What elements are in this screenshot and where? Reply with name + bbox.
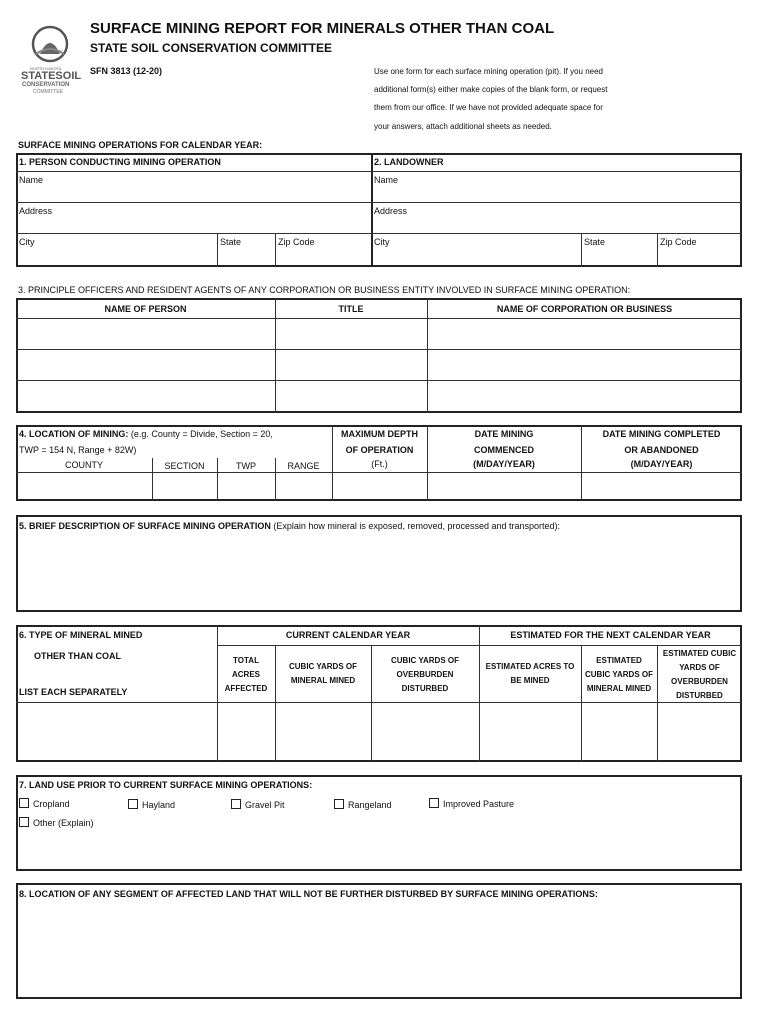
sec2-title: 2. LANDOWNER [374, 157, 444, 167]
sec5-title-line [19, 521, 560, 532]
sec7-other-explain-field[interactable] [18, 832, 740, 869]
sec6-cy-mineral-field[interactable] [277, 704, 369, 760]
sec4-county: COUNTY [65, 460, 103, 470]
logo-line2: CONSERVATION [22, 82, 70, 88]
sec6-h5: ESTIMATED CUBIC YARDS OF MINERAL MINED [584, 656, 653, 693]
calendar-year-label: SURFACE MINING OPERATIONS FOR CALENDAR YEAR: [18, 140, 263, 150]
sec4-title-line [19, 429, 273, 440]
sec4-twp: TWP [236, 461, 256, 471]
sec6-current: CURRENT CALENDAR YEAR [285, 630, 411, 640]
sec1-address-label: Address [19, 206, 53, 216]
sec4-depth-1: MAXIMUM DEPTH [341, 429, 418, 439]
sec6-est-acres-field[interactable] [481, 704, 579, 760]
sec2-state-field[interactable] [583, 248, 655, 265]
sec1-state-field[interactable] [219, 248, 273, 265]
sec6-list: LIST EACH SEPARATELY [19, 687, 128, 697]
sec5-title: 5. BRIEF DESCRIPTION OF SURFACE MINING OPERATION [19, 521, 271, 531]
sec6-title-2: OTHER THAN COAL [34, 651, 121, 661]
sec4-depth-field[interactable] [334, 474, 425, 499]
checkbox-icon[interactable] [19, 817, 29, 827]
sec1-zip-label: Zip Code [278, 237, 315, 247]
sec6-h6: ESTIMATED CUBIC YARDS OF OVERBURDEN DISTURBED [662, 649, 737, 700]
sec4-commenced-2: COMMENCED [474, 445, 534, 455]
sec2-name-label: Name [374, 175, 399, 185]
checkbox-icon[interactable] [429, 798, 439, 808]
sec6-h4: ESTIMATED ACRES TO BE MINED [485, 662, 575, 685]
checkbox-cropland[interactable]: Cropland [19, 798, 70, 810]
sec4-county-field[interactable] [18, 474, 150, 499]
page-title: SURFACE MINING REPORT FOR MINERALS OTHER THAN COAL [90, 20, 555, 37]
sec4-title: 4. LOCATION OF MINING: [19, 429, 129, 439]
logo-small-text: NORTH DAKOTA [30, 66, 62, 71]
checkbox-icon[interactable] [128, 799, 138, 809]
sec8-title: 8. LOCATION OF ANY SEGMENT OF AFFECTED LAND THAT WILL NOT BE FURTHER DISTURBED BY SURFACE MINING OPERATIONS: [19, 889, 598, 899]
checkbox-icon[interactable] [19, 798, 29, 808]
sec4-range: RANGE [287, 461, 320, 471]
sec3-row-2[interactable] [18, 351, 740, 379]
sec6-next: ESTIMATED FOR THE NEXT CALENDAR YEAR [510, 630, 711, 640]
sec6-h3: CUBIC YARDS OF OVERBURDEN DISTURBED [390, 656, 459, 693]
sec4-completed-2: OR ABANDONED [624, 445, 699, 455]
sec1-address-field[interactable] [60, 204, 368, 231]
sec6-acres-field[interactable] [219, 704, 273, 760]
checkbox-other[interactable]: Other (Explain) [19, 817, 94, 829]
sec4-completed-3: (M/DAY/YEAR) [630, 459, 693, 469]
sec2-address-label: Address [374, 206, 408, 216]
sec2-name-field[interactable] [410, 173, 740, 200]
sec4-commenced-1: DATE MINING [474, 429, 534, 439]
sec1-city-field[interactable] [18, 248, 215, 265]
checkbox-gravel-pit[interactable]: Gravel Pit [231, 799, 285, 811]
logo-big-text: STATESOIL [21, 70, 82, 82]
sec1-name-label: Name [19, 175, 44, 185]
sec2-zip-field[interactable] [659, 248, 740, 265]
sec4-section: SECTION [164, 461, 205, 471]
logo-line3: COMMITTEE [33, 89, 63, 95]
sec2-zip-label: Zip Code [660, 237, 697, 247]
sec4-commenced-field[interactable] [429, 474, 579, 499]
sec8-location-field[interactable] [18, 903, 740, 997]
sec4-twp-field[interactable] [219, 474, 273, 499]
sec6-est-cy-overburden-field[interactable] [659, 704, 740, 760]
sec6-mineral-field[interactable] [18, 704, 215, 760]
sec2-state-label: State [584, 237, 606, 247]
sec2-city-field[interactable] [373, 248, 579, 265]
instructions-line-3: them from our office. If we have not provided adequate space for [374, 103, 603, 112]
sec1-city-label: City [19, 237, 35, 247]
sec3-col-name: NAME OF PERSON [104, 304, 187, 314]
sec4-completed-field[interactable] [583, 474, 740, 499]
instructions-line-4: your answers, attach additional sheets as needed. [374, 122, 552, 131]
sec1-name-field[interactable] [60, 173, 368, 200]
sec4-example-2: TWP = 154 N, Range + 82W) [19, 445, 137, 455]
sec3-row-1[interactable] [18, 320, 740, 348]
form-number: SFN 3813 (12-20) [90, 66, 163, 76]
sec7-title: 7. LAND USE PRIOR TO CURRENT SURFACE MINING OPERATIONS: [19, 780, 313, 790]
sec6-cy-overburden-field[interactable] [373, 704, 477, 760]
sec6-h2: CUBIC YARDS OF MINERAL MINED [288, 662, 357, 685]
sec1-title: 1. PERSON CONDUCTING MINING OPERATION [19, 157, 221, 167]
sec4-example: (e.g. County = Divide, Section = 20, [130, 429, 273, 439]
checkbox-rangeland[interactable]: Rangeland [334, 799, 392, 811]
page-subtitle: STATE SOIL CONSERVATION COMMITTEE [90, 41, 333, 55]
sec5-note: (Explain how mineral is exposed, removed, processed and transported): [273, 521, 561, 531]
sec3-col-title: TITLE [338, 304, 364, 314]
sec2-city-label: City [374, 237, 390, 247]
checkbox-hayland[interactable]: Hayland [128, 799, 175, 811]
sec2-address-field[interactable] [410, 204, 740, 231]
sec3-row-3[interactable] [18, 382, 740, 411]
sec6-est-cy-mineral-field[interactable] [583, 704, 655, 760]
sec4-completed-1: DATE MINING COMPLETED [602, 429, 721, 439]
sec4-depth-2: OF OPERATION [345, 445, 414, 455]
sec4-section-field[interactable] [154, 474, 215, 499]
sec5-description-field[interactable] [18, 535, 740, 610]
checkbox-icon[interactable] [231, 799, 241, 809]
instructions-line-2: additional form(s) either make copies of the blank form, or request [374, 85, 608, 94]
sec6-h1: TOTAL ACRES AFFECTED [224, 656, 268, 693]
logo [20, 24, 80, 99]
instructions-line-1: Use one form for each surface mining operation (pit). If you need [374, 67, 604, 76]
sec4-commenced-3: (M/DAY/YEAR) [473, 459, 535, 469]
sec3-title: 3. PRINCIPLE OFFICERS AND RESIDENT AGENTS OF ANY CORPORATION OR BUSINESS ENTITY INVOLVED IN SURFACE MINING OPERATION: [18, 285, 631, 295]
logo-emblem-icon [20, 24, 80, 64]
checkbox-icon[interactable] [334, 799, 344, 809]
sec1-zip-field[interactable] [277, 248, 369, 265]
sec1-state-label: State [220, 237, 242, 247]
sec4-depth-3: (Ft.) [371, 459, 388, 469]
sec3-col-corp: NAME OF CORPORATION OR BUSINESS [496, 304, 673, 314]
sec6-title: 6. TYPE OF MINERAL MINED [19, 630, 143, 640]
sec4-range-field[interactable] [277, 474, 330, 499]
checkbox-improved-pasture[interactable]: Improved Pasture [429, 798, 514, 810]
